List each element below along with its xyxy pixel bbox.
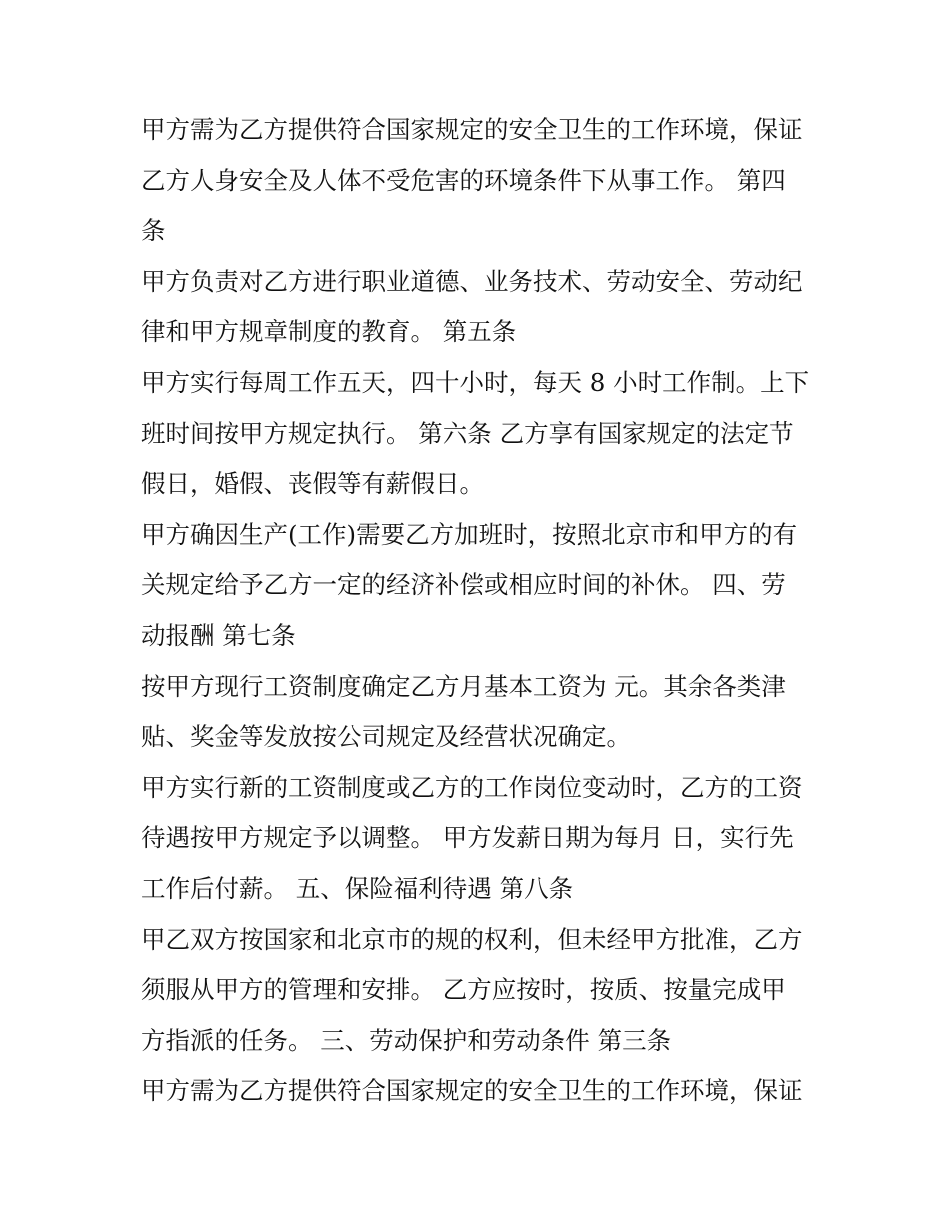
text-line: 甲方需为乙方提供符合国家规定的安全卫生的工作环境，保证: [141, 1076, 803, 1106]
text-line: 甲乙双方按国家和北京市的规的权利，但未经甲方批准，乙方: [141, 924, 803, 954]
text-line: 工作后付薪。 五、保险福利待遇 第八条: [141, 873, 574, 903]
text-line: 乙方人身安全及人体不受危害的环境条件下从事工作。 第四: [141, 165, 786, 195]
text-line: 甲方实行新的工资制度或乙方的工作岗位变动时，乙方的工资: [141, 772, 803, 802]
text-line: 假日，婚假、丧假等有薪假日。: [141, 469, 484, 499]
text-line: 关规定给予乙方一定的经济补偿或相应时间的补休。 四、劳: [141, 570, 786, 600]
text-line: 甲方确因生产(工作)需要乙方加班时，按照北京市和甲方的有: [141, 519, 798, 549]
text-line: 方指派的任务。 三、劳动保护和劳动条件 第三条: [141, 1025, 672, 1055]
text-line: 律和甲方规章制度的教育。 第五条: [141, 317, 517, 347]
text-line: 须服从甲方的管理和安排。 乙方应按时，按质、按量完成甲: [141, 975, 786, 1005]
text-line: 班时间按甲方规定执行。 第六条 乙方享有国家规定的法定节: [141, 418, 794, 448]
text-line: 甲方负责对乙方进行职业道德、业务技术、劳动安全、劳动纪: [141, 266, 803, 296]
text-line: 甲方实行每周工作五天，四十小时，每天 8 小时工作制。上下: [141, 367, 810, 397]
text-line: 条: [141, 216, 166, 246]
text-line: 甲方需为乙方提供符合国家规定的安全卫生的工作环境，保证: [141, 115, 803, 144]
text-line: 动报酬 第七条: [141, 620, 296, 650]
text-line: 贴、奖金等发放按公司规定及经营状况确定。: [141, 722, 631, 752]
text-line: 待遇按甲方规定予以调整。 甲方发薪日期为每月 日，实行先: [141, 823, 794, 853]
document-body: [141, 105, 821, 1117]
text-line: 按甲方现行工资制度确定乙方月基本工资为 元。其余各类津: [141, 671, 786, 701]
